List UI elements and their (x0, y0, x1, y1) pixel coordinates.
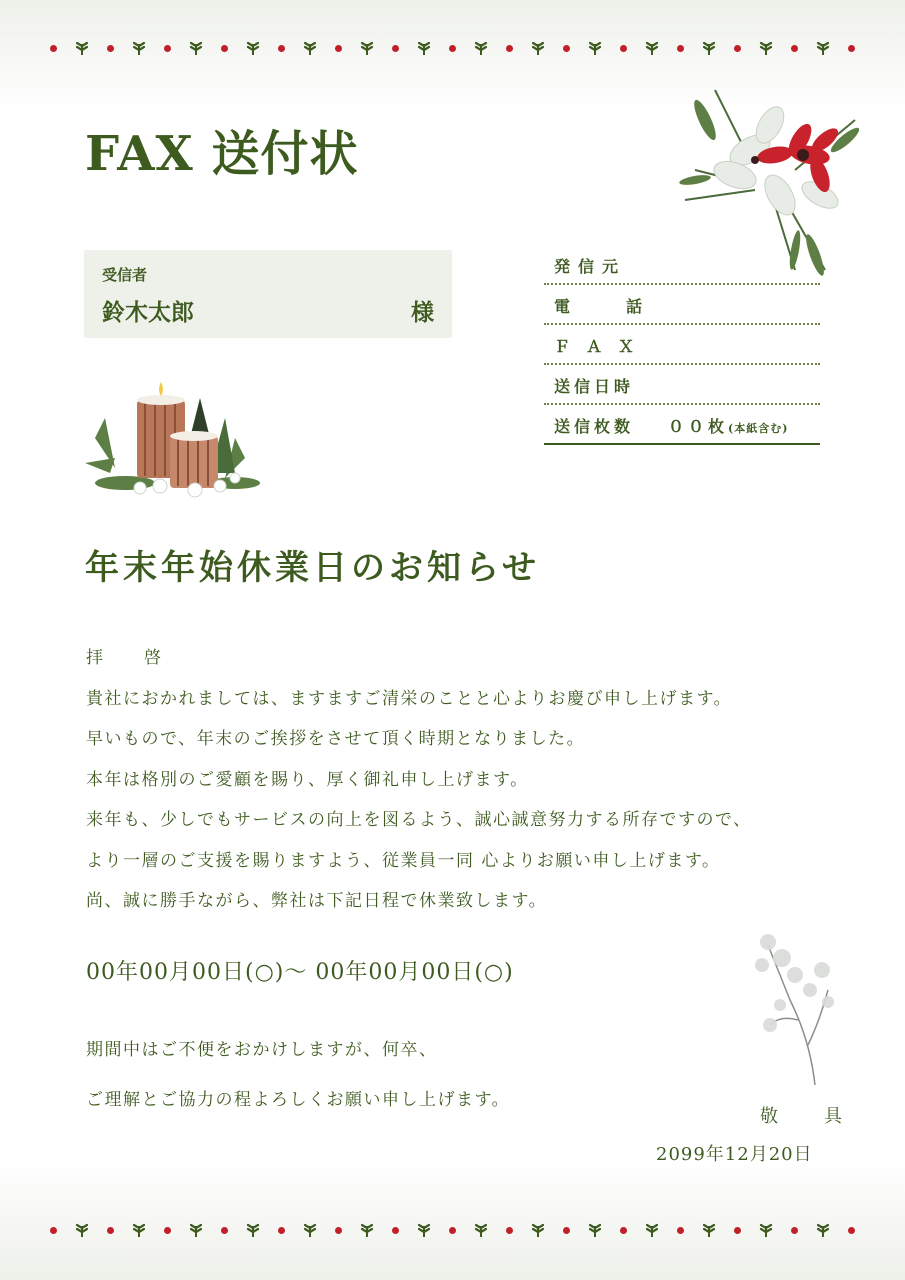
holly-sprig-icon (131, 40, 147, 56)
holly-sprig-icon (701, 40, 717, 56)
holly-sprig-icon (473, 40, 489, 56)
holly-sprig-icon (644, 1222, 660, 1238)
holiday-period: 00年00月00日(○)〜 00年00月00日(○) (86, 960, 514, 985)
red-dot-icon (791, 45, 798, 52)
red-dot-icon (734, 1227, 741, 1234)
closing-line-1: 期間中はご不便をおかけしますが、何卒、 (86, 1040, 438, 1060)
holly-sprig-icon (815, 40, 831, 56)
closing-line-2: ご理解とご協力の程よろしくお願い申し上げます。 (86, 1090, 511, 1110)
red-dot-icon (848, 1227, 855, 1234)
sender-row-fax[interactable] (544, 325, 820, 365)
red-dot-icon (620, 45, 627, 52)
sign-off: 敬 具 (760, 1106, 856, 1127)
holly-sprig-icon (530, 1222, 546, 1238)
red-dot-icon (734, 45, 741, 52)
red-dot-icon (392, 45, 399, 52)
sender-key: 電 話 (554, 297, 663, 316)
salutation: 拝 啓 (86, 648, 173, 668)
page-count-value (668, 414, 788, 437)
holly-sprig-icon (359, 1222, 375, 1238)
holly-sprig-icon (701, 1222, 717, 1238)
red-dot-icon (107, 45, 114, 52)
body-line: 早いもので、年末のご挨拶をさせて頂く時期となりました。 (86, 729, 586, 749)
red-dot-icon (50, 1227, 57, 1234)
red-dot-icon (677, 45, 684, 52)
holly-sprig-icon (302, 1222, 318, 1238)
red-dot-icon (221, 1227, 228, 1234)
sender-row-pages[interactable] (544, 405, 820, 445)
page-count-note: (本紙含む) (728, 422, 789, 435)
holly-sprig-icon (245, 1222, 261, 1238)
notice-heading: 年末年始休業日のお知らせ (85, 548, 540, 588)
holly-sprig-icon (416, 40, 432, 56)
body-line: より一層のご支援を賜りますよう、従業員一同 心よりお願い申し上げます。 (86, 850, 721, 871)
red-dot-icon (506, 1227, 513, 1234)
red-dot-icon (164, 1227, 171, 1234)
holly-sprig-icon (302, 40, 318, 56)
red-dot-icon (506, 45, 513, 52)
red-dot-icon (563, 45, 570, 52)
sender-key: ＦＡＸ (554, 337, 651, 356)
body-line: 本年は格別のご愛顧を賜り、厚く御礼申し上げます。 (86, 769, 529, 790)
holly-sprig-icon (473, 1222, 489, 1238)
sender-key: 送信日時 (554, 377, 635, 396)
sender-key: 送信枚数 (554, 417, 635, 436)
red-dot-icon (164, 45, 171, 52)
holly-sprig-icon (815, 1222, 831, 1238)
red-dot-icon (221, 45, 228, 52)
candles-illustration-icon (85, 378, 265, 503)
red-dot-icon (278, 45, 285, 52)
top-border-ornament (50, 38, 855, 58)
red-dot-icon (449, 45, 456, 52)
letter-date[interactable]: 2099年12月20日 (656, 1144, 813, 1165)
red-dot-icon (107, 1227, 114, 1234)
sender-row-datetime[interactable] (544, 365, 820, 405)
red-dot-icon (563, 1227, 570, 1234)
red-dot-icon (449, 1227, 456, 1234)
page-count: ００枚 (668, 417, 729, 436)
red-dot-icon (335, 45, 342, 52)
recipient-honorific: 様 (411, 299, 434, 326)
red-dot-icon (278, 1227, 285, 1234)
holly-sprig-icon (758, 1222, 774, 1238)
red-dot-icon (848, 45, 855, 52)
recipient-box (84, 250, 452, 338)
bottom-border-ornament (50, 1220, 855, 1240)
body-line: 尚、誠に勝手ながら、弊社は下記日程で休業致します。 (86, 891, 548, 911)
red-dot-icon (791, 1227, 798, 1234)
red-dot-icon (677, 1227, 684, 1234)
holly-sprig-icon (644, 40, 660, 56)
red-dot-icon (335, 1227, 342, 1234)
holly-sprig-icon (245, 40, 261, 56)
holly-sprig-icon (416, 1222, 432, 1238)
holly-sprig-icon (188, 40, 204, 56)
holly-sprig-icon (587, 1222, 603, 1238)
sender-row-origin[interactable] (544, 245, 820, 285)
holly-sprig-icon (74, 1222, 90, 1238)
holly-sprig-icon (758, 40, 774, 56)
sender-row-phone[interactable] (544, 285, 820, 325)
page-title: FAX 送付状 (85, 126, 359, 182)
red-dot-icon (620, 1227, 627, 1234)
sender-info-table (544, 245, 820, 445)
holly-sprig-icon (74, 40, 90, 56)
holly-sprig-icon (131, 1222, 147, 1238)
body-line: 貴社におかれましては、ますますご清栄のことと心よりお慶び申し上げます。 (86, 688, 733, 709)
body-line: 来年も、少しでもサービスの向上を図るよう、誠心誠意努力する所存ですので、 (86, 810, 752, 830)
notice-body (86, 638, 752, 922)
white-berry-branch-icon (750, 930, 835, 1090)
holly-sprig-icon (587, 40, 603, 56)
holly-sprig-icon (188, 1222, 204, 1238)
red-dot-icon (392, 1227, 399, 1234)
red-dot-icon (50, 45, 57, 52)
holly-sprig-icon (359, 40, 375, 56)
sender-key: 発信元 (554, 257, 627, 276)
holly-sprig-icon (530, 40, 546, 56)
recipient-name[interactable]: 鈴木太郎 (102, 299, 194, 326)
recipient-label: 受信者 (102, 266, 148, 284)
